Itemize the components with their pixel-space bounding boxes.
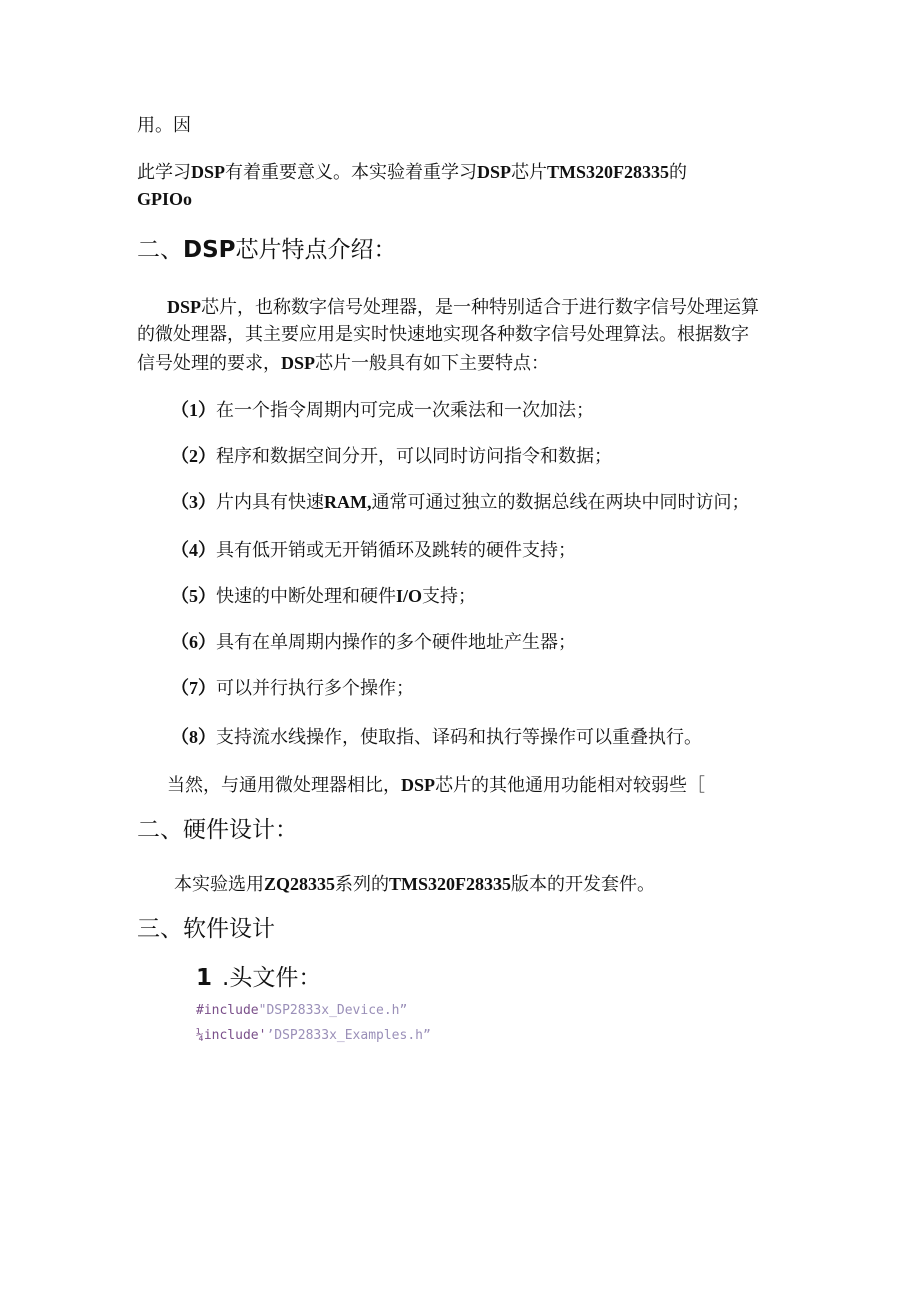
dsp-term: DSP bbox=[191, 162, 226, 182]
item-text: 程序和数据空间分开，可以同时访问指令和数据； bbox=[216, 446, 612, 467]
section-heading-hardware: 二、硬件设计： bbox=[137, 817, 298, 843]
item-text: 快速的中断处理和硬件 bbox=[216, 586, 396, 607]
subheading-title: .头文件： bbox=[222, 965, 322, 991]
paragraph-text: 当然，与通用微处理器相比， bbox=[167, 775, 401, 796]
heading-title: 芯片特点介绍： bbox=[235, 237, 397, 263]
features-paragraph-line-3 bbox=[137, 351, 549, 376]
intro-text: 用。因 bbox=[137, 115, 191, 136]
item-number: （3） bbox=[171, 492, 216, 512]
heading-prefix: 二、 bbox=[137, 237, 183, 263]
subheading-number: 1 bbox=[196, 965, 213, 991]
paragraph-text: 系列的 bbox=[335, 874, 390, 895]
code-line-1 bbox=[196, 1002, 407, 1020]
paragraph-text: 芯片一般具有如下主要特点： bbox=[315, 353, 550, 374]
intro-line-1 bbox=[137, 114, 191, 138]
section-heading-features bbox=[137, 235, 397, 265]
code-directive: ¼include' bbox=[196, 1028, 267, 1043]
features-paragraph-line-1 bbox=[167, 295, 759, 320]
dsp-term: DSP bbox=[167, 297, 202, 317]
feature-item-7 bbox=[171, 676, 414, 701]
feature-item-6 bbox=[171, 630, 576, 655]
item-text: 支持； bbox=[422, 586, 477, 607]
dsp-term: DSP bbox=[477, 162, 512, 182]
heading-dsp: DSP bbox=[183, 237, 236, 263]
subheading-header-files bbox=[196, 963, 321, 993]
code-filename: ’DSP2833x_Examples.h” bbox=[266, 1028, 431, 1043]
hardware-paragraph bbox=[174, 872, 655, 897]
code-directive: #include bbox=[196, 1003, 259, 1018]
feature-item-8 bbox=[171, 725, 702, 750]
feature-item-3 bbox=[171, 490, 750, 515]
item-number: （7） bbox=[171, 678, 216, 698]
paragraph-text: 版本的开发套件。 bbox=[511, 874, 656, 895]
item-text: 支持流水线操作，使取指、译码和执行等操作可以重叠执行。 bbox=[216, 727, 702, 748]
kit-model: ZQ28335 bbox=[264, 874, 336, 894]
item-text: 具有在单周期内操作的多个硬件地址产生器； bbox=[216, 632, 576, 653]
code-filename: "DSP2833x_Device.h” bbox=[258, 1003, 408, 1018]
paragraph-text: 芯片的其他通用功能相对较弱些［ bbox=[435, 775, 706, 796]
paragraph-text: 芯片，也称数字信号处理器，是一种特别适合于进行数字信号处理运算 bbox=[201, 297, 760, 318]
intro-text: 有着重要意义。本实验着重学习 bbox=[225, 162, 478, 183]
feature-item-5 bbox=[171, 584, 476, 609]
item-number: （5） bbox=[171, 586, 216, 606]
ram-term: RAM, bbox=[324, 492, 372, 512]
item-number: （6） bbox=[171, 632, 216, 652]
chip-model: TMS320F28335 bbox=[547, 162, 670, 182]
item-text: 通常可通过独立的数据总线在两块中同时访问； bbox=[371, 492, 750, 513]
item-text: 可以并行执行多个操作； bbox=[216, 678, 414, 699]
intro-text: 的 bbox=[669, 162, 688, 183]
dsp-term: DSP bbox=[281, 353, 316, 373]
intro-text: 此学习 bbox=[137, 162, 191, 183]
features-closing-line bbox=[167, 773, 705, 798]
section-heading-software: 三、软件设计 bbox=[137, 916, 275, 942]
item-text: 具有低开销或无开销循环及跳转的硬件支持； bbox=[216, 540, 576, 561]
item-number: （8） bbox=[171, 727, 216, 747]
feature-item-1 bbox=[171, 398, 594, 423]
item-text: 片内具有快速 bbox=[216, 492, 324, 513]
feature-item-4 bbox=[171, 538, 576, 563]
item-number: （2） bbox=[171, 446, 216, 466]
paragraph-text: 信号处理的要求， bbox=[137, 353, 281, 374]
io-term: I/O bbox=[396, 586, 423, 606]
intro-line-2 bbox=[137, 160, 687, 185]
chip-model: TMS320F28335 bbox=[389, 874, 512, 894]
item-number: （4） bbox=[171, 540, 216, 560]
features-paragraph-line-2: 的微处理器，其主要应用是实时快速地实现各种数字信号处理算法。根据数字 bbox=[137, 324, 749, 345]
item-number: （1） bbox=[171, 400, 216, 420]
item-text: 在一个指令周期内可完成一次乘法和一次加法； bbox=[216, 400, 594, 421]
code-line-2 bbox=[196, 1027, 431, 1045]
intro-line-3: GPIOo bbox=[137, 189, 193, 209]
dsp-term: DSP bbox=[401, 775, 436, 795]
feature-item-2 bbox=[171, 444, 612, 469]
paragraph-text: 本实验选用 bbox=[174, 874, 264, 895]
intro-text: 芯片 bbox=[511, 162, 548, 183]
